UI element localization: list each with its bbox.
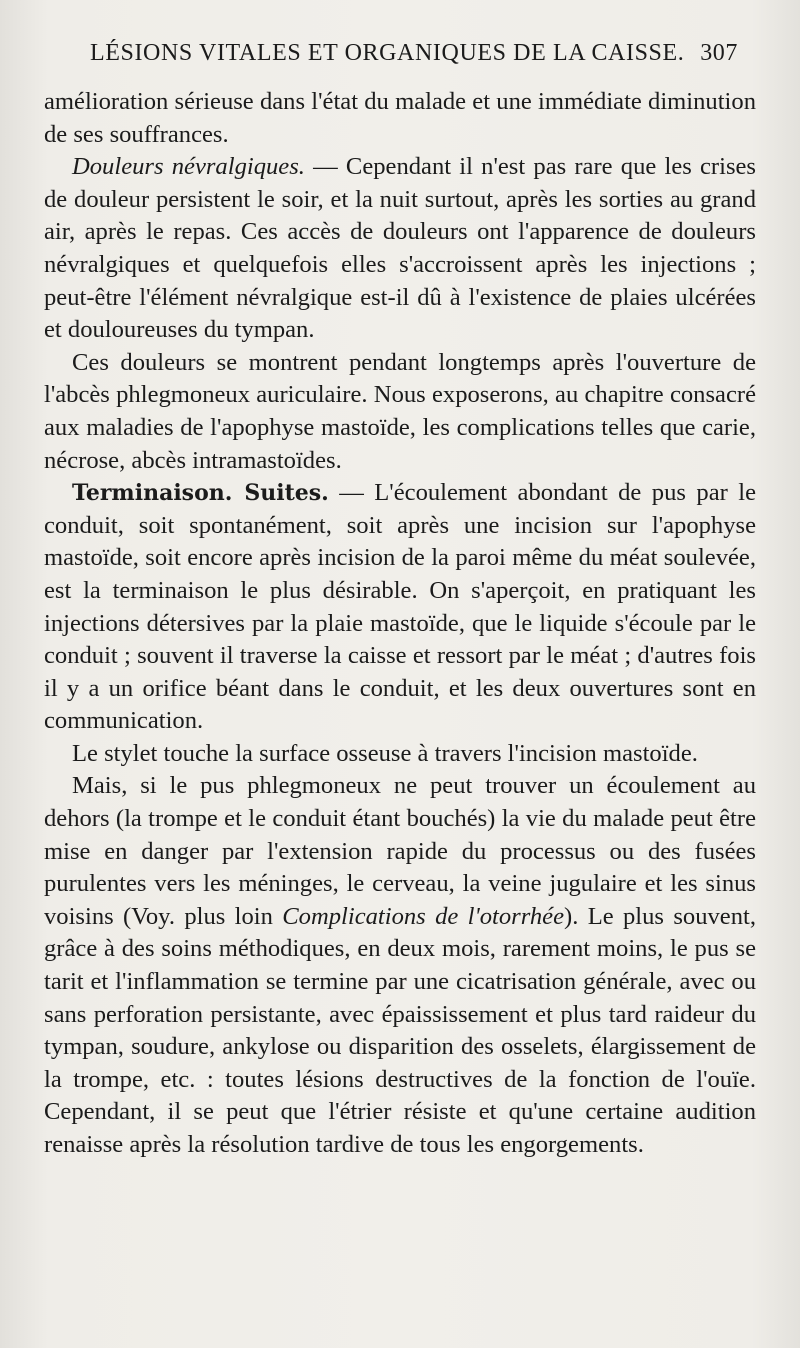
paragraph-text: Mais, si le pus phlegmoneux ne peut trouver un écoulement au dehors (la trompe et le conduit étant bouchés) la vie du malade peut être mise en danger par l'extension rapide du processus ou des fusées purulentes vers les méninges, le cerveau, la veine jugulaire et les sinus voisins (Voy. plus loin — [44, 772, 756, 930]
page-body — [44, 86, 756, 1162]
page-number: 307 — [700, 40, 738, 66]
cross-reference: Complications de l'otorrhée — [282, 902, 565, 930]
paragraph-ces-douleurs: Ces douleurs se montrent pendant longtemps après l'ouverture de l'abcès phlegmoneux auriculaire. Nous exposerons, au chapitre consacré aux maladies de l'apophyse mastoïde, les complications telles que carie, nécrose, abcès intramastoïdes. — [44, 348, 756, 474]
paragraph-douleurs-nevralgiques — [44, 151, 756, 347]
paragraph-text: — L'écoulement abondant de pus par le conduit, soit spontanément, soit après une incision sur l'apophyse mastoïde, soit encore après incision de la paroi même du méat soulevée, est la terminaison le plus désirable. On s'aperçoit, en pratiquant les injections détersives par la plaie mastoïde, que le liquide s'écoule par le conduit ; souvent il traverse la caisse et ressort par le méat ; d'autres fois il y a un orifice béant dans le conduit, et les deux ouvertures sont en communication. — [44, 479, 756, 735]
paragraph-text: ). Le plus souvent, grâce à des soins méthodiques, en deux mois, rarement moins, le pus se tarit et l'inflammation se termine par une cicatrisation générale, avec ou sans perforation persistante, avec épaississement et plus tard raideur du tympan, soudure, ankylose ou disparition des osselets, élargissement de la trompe, etc. : toutes lésions destructives de la fonction de l'ouïe. Cependant, il se peut que l'étrier résiste et qu'une certaine audition renaisse après la résolution tardive de tous les engorgements. — [44, 902, 756, 1158]
running-title: LÉSIONS VITALES ET ORGANIQUES DE LA CAISSE. — [90, 40, 685, 66]
paragraph-mais — [44, 770, 756, 1161]
paragraph-stylet: Le stylet touche la surface osseuse à travers l'incision mastoïde. — [72, 739, 698, 767]
paragraph-continuation: amélioration sérieuse dans l'état du malade et une immédiate diminution de ses souffrances. — [44, 88, 756, 148]
running-header — [90, 40, 738, 76]
section-heading-terminaison: Terminaison. Suites. — [72, 480, 329, 507]
section-heading-douleurs: Douleurs névralgiques. — [72, 153, 305, 181]
paragraph-text: — Cependant il n'est pas rare que les crises de douleur persistent le soir, et la nuit surtout, après les sorties au grand air, après le repas. Ces accès de douleurs ont l'apparence de douleurs névralgiques et quelquefois elles s'accroissent après les injections ; peut-être l'élément névralgique est-il dû à l'existence de plaies ulcérées et douloureuses du tympan. — [44, 153, 756, 344]
paragraph-terminaison — [44, 477, 756, 738]
